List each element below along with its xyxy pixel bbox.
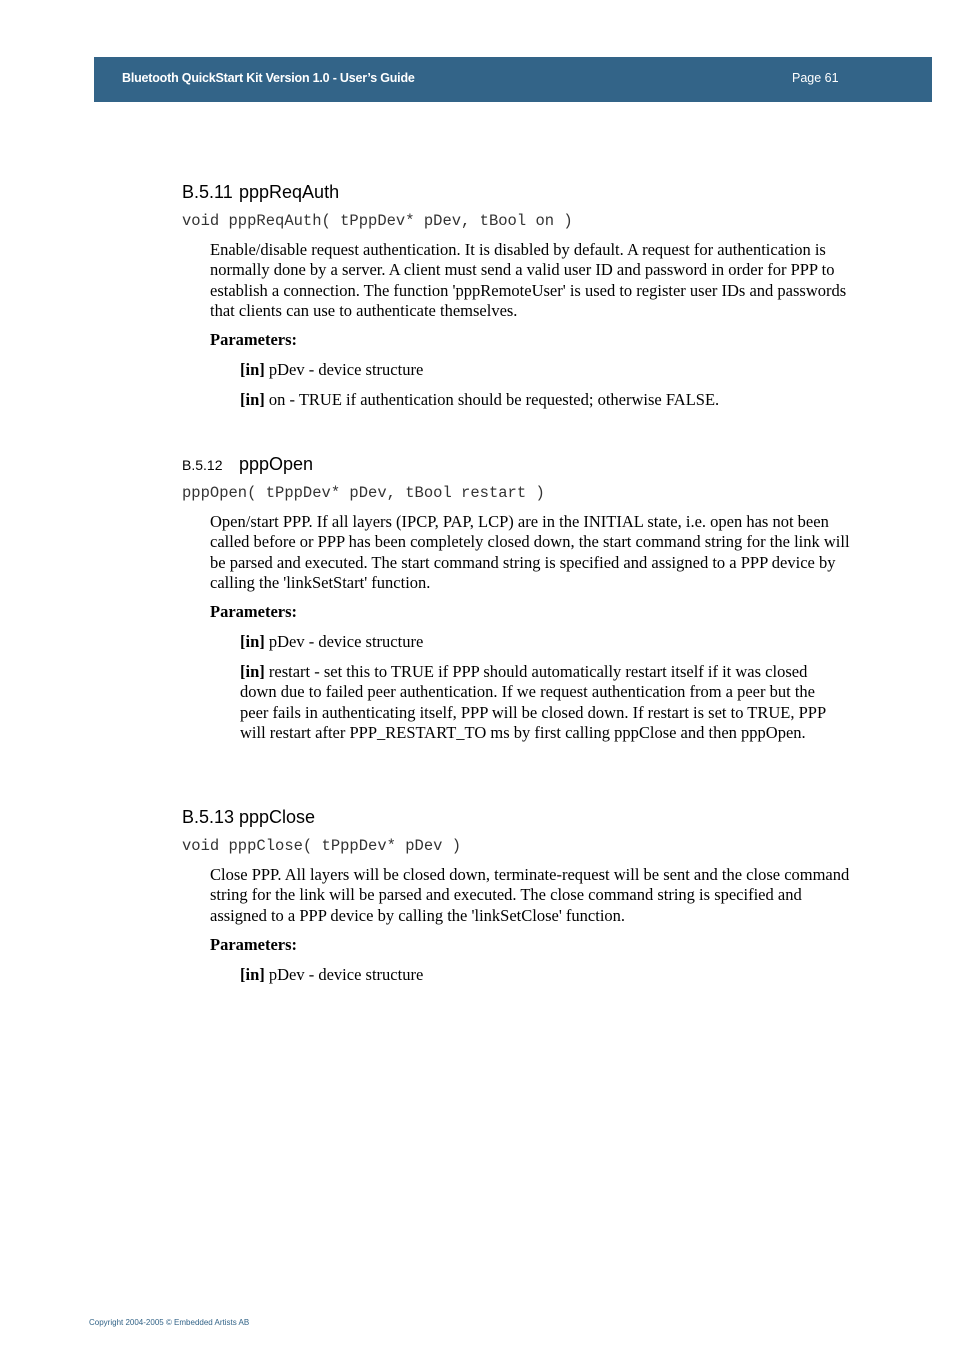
function-signature: pppOpen( tPppDev* pDev, tBool restart ) bbox=[182, 484, 545, 502]
function-signature: void pppReqAuth( tPppDev* pDev, tBool on ) bbox=[182, 212, 573, 230]
parameter-direction: [in] bbox=[240, 662, 265, 682]
page-header bbox=[94, 57, 932, 102]
parameter-text: pDev - device structure bbox=[268, 964, 424, 984]
parameter-text: restart - set this to TRUE if PPP should automatically restart itself if it was closed down due to failed peer authentication. If we request authentication from a peer but the peer fails in authenticating itself, PPP will be closed down. If restart is set to TRUE, PPP will restart after PPP_RESTART_TO ms by first calling pppClose and then pppOpen. bbox=[240, 662, 826, 743]
document-title: Bluetooth QuickStart Kit Version 1.0 - User’s Guide bbox=[122, 71, 415, 85]
section-number: B.5.11 bbox=[182, 182, 233, 202]
parameters-label: Parameters: bbox=[210, 602, 298, 622]
section-pppclose bbox=[182, 806, 850, 985]
section-title: pppReqAuth bbox=[239, 182, 340, 202]
section-heading bbox=[182, 181, 842, 203]
section-title: pppClose bbox=[239, 807, 316, 827]
parameter-item bbox=[240, 360, 844, 380]
parameter-text: pDev - device structure bbox=[268, 632, 424, 652]
function-signature: void pppClose( tPppDev* pDev ) bbox=[182, 837, 462, 855]
parameter-direction: [in] bbox=[240, 360, 265, 380]
function-description: Close PPP. All layers will be closed down, terminate-request will be sent and the close command string for the link will be parsed and executed. The close command string is specified and assigned to a PPP device by calling the 'linkSetClose' function. bbox=[210, 865, 850, 925]
function-description: Open/start PPP. If all layers (IPCP, PAP, LCP) are in the INITIAL state, i.e. open has not been called before or PPP has been completely closed down, the start command string for the link will be parsed and executed. The start command string is specified and assigned to a PPP device by calling the 'linkSetStart' function. bbox=[210, 512, 850, 592]
parameter-text: pDev - device structure bbox=[268, 360, 424, 380]
section-heading bbox=[182, 806, 842, 828]
copyright-footer: Copyright 2004-2005 © Embedded Artists AB bbox=[89, 1318, 250, 1327]
parameters-label: Parameters: bbox=[210, 330, 298, 350]
parameter-item bbox=[240, 390, 844, 410]
section-number: B.5.13 bbox=[182, 807, 235, 827]
page-number: Page 61 bbox=[792, 71, 839, 85]
section-pppreqauth bbox=[182, 181, 847, 410]
function-description: Enable/disable request authentication. It is disabled by default. A request for authentication is normally done by a server. A client must send a valid user ID and password in order for PPP to establish a connection. The function 'pppRemoteUser' is used to register user IDs and passwords that clients can use to authenticate themselves. bbox=[210, 240, 847, 320]
parameter-item bbox=[240, 632, 844, 652]
parameter-item bbox=[240, 662, 844, 743]
section-pppopen bbox=[182, 453, 850, 743]
section-heading bbox=[182, 453, 842, 475]
section-title: pppOpen bbox=[239, 454, 314, 474]
parameter-direction: [in] bbox=[240, 964, 265, 984]
section-number: B.5.12 bbox=[182, 457, 223, 473]
parameter-text: on - TRUE if authentication should be requested; otherwise FALSE. bbox=[268, 390, 720, 410]
parameter-item bbox=[240, 965, 844, 985]
parameters-label: Parameters: bbox=[210, 934, 298, 954]
parameter-direction: [in] bbox=[240, 632, 265, 652]
parameter-direction: [in] bbox=[240, 390, 265, 410]
